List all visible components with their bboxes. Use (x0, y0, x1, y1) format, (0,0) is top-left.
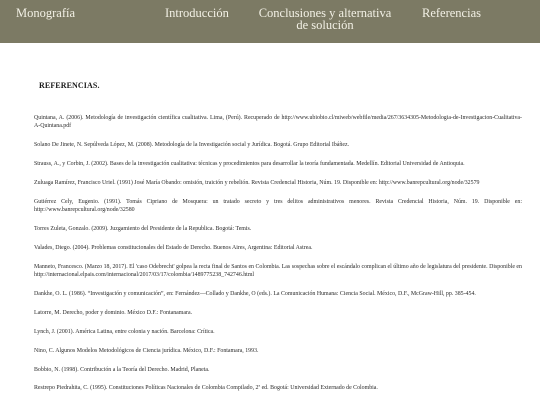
nav-item-conclusiones[interactable]: Conclusiones y alternativa de solución (258, 6, 392, 32)
reference-item: Lynch, J. (2001). América Latina, entre colonia y nación. Barcelona: Crítica. (34, 328, 215, 335)
reference-item: Manneto, Francesco. (Marzo 18, 2017). El 'caso Odebrecht' golpea la recta final de Santos en Colombia. Las sospechas sobre el escándalo complican el último año de legislatura del presidente. Disponible en http://internacional.elpais.com/internacional/2017/03/17/colombia/1489775238_742746.html (34, 263, 522, 279)
reference-item: Gutiérrez Cely, Eugenio. (1991). Tomás Cipriano de Mosquera: un tratado secreto y tres delitos administrativos menores. Revista Credencial Historia, Núm. 19. Disponible en: http://www.banrepcultural.org/node/32580 (34, 198, 522, 214)
top-navigation-bar (0, 0, 540, 43)
reference-item: Solano De Jinete, N. Sepúlveda López, M. (2008). Metodología de la Investigación social y Jurídica. Bogotá. Grupo Editorial Ibáñez. (34, 142, 350, 149)
reference-item: Quintana, A. (2006). Metodología de investigación científica cualitativa. Lima, (Perú). Recuperado de http://www.ubiobio.cl/miweb/webfile/media/267/3634305-Metodologia-de-Investigacion-Cualitativa-A-Quintana.pdf (34, 115, 522, 130)
reference-item: Restrepo Piedrahita, C. (1995). Constituciones Políticas Nacionales de Colombia Compilado, 2ª ed. Bogotá: Universidad Externado de Colombia. (34, 385, 378, 392)
reference-item: Strauss, A., y Corbin, J. (2002). Bases de la investigación cualitativa: técnicas y procedimientos para desarrollar la teoría fundamentada. Medellín. Editorial Universidad de Antioquia. (34, 161, 465, 168)
reference-item: Latorre, M. Derecho, poder y dominio. México D.F.: Fontanamara. (34, 309, 193, 316)
reference-item: Dankhe, O. L. (1986). “Investigación y comunicación”, en: Fernández—Collado y Dankhe, O (eds.). La Comunicación Humana: Ciencia Social. México, D.F., McGraw-Hill, pp. 385-454. (34, 291, 476, 298)
reference-item: Valades, Diego. (2004). Problemas constitucionales del Estado de Derecho. Buenos Aires, Argentina: Editorial Astrea. (34, 244, 313, 251)
nav-item-monografia[interactable]: Monografía (16, 6, 76, 20)
reference-item: Torres Zuleta, Gonzalo. (2009). Juzgamiento del Presidente de la Republica. Bogotá: Temis. (34, 226, 252, 233)
reference-item: Nino, C. Algunos Modelos Metodológicos de Ciencia jurídica. México, D.F.: Fontamara, 1993. (34, 347, 259, 354)
nav-item-introduccion[interactable]: Introducción (165, 6, 229, 20)
page-title: REFERENCIAS. (39, 81, 100, 90)
references-list (34, 114, 522, 403)
reference-item: Zuluaga Ramírez, Francisco Uriel. (1991) José María Obando: omisión, traición y rebelión. Revista Credencial Historia, Núm. 19. Disponible en: http://www.banrepcultural.org/node/32579 (34, 179, 480, 186)
reference-item: Bobbio, N. (1998). Contribución a la Teoría del Derecho. Madrid, Planeta. (34, 366, 210, 373)
nav-item-referencias[interactable]: Referencias (422, 6, 481, 20)
